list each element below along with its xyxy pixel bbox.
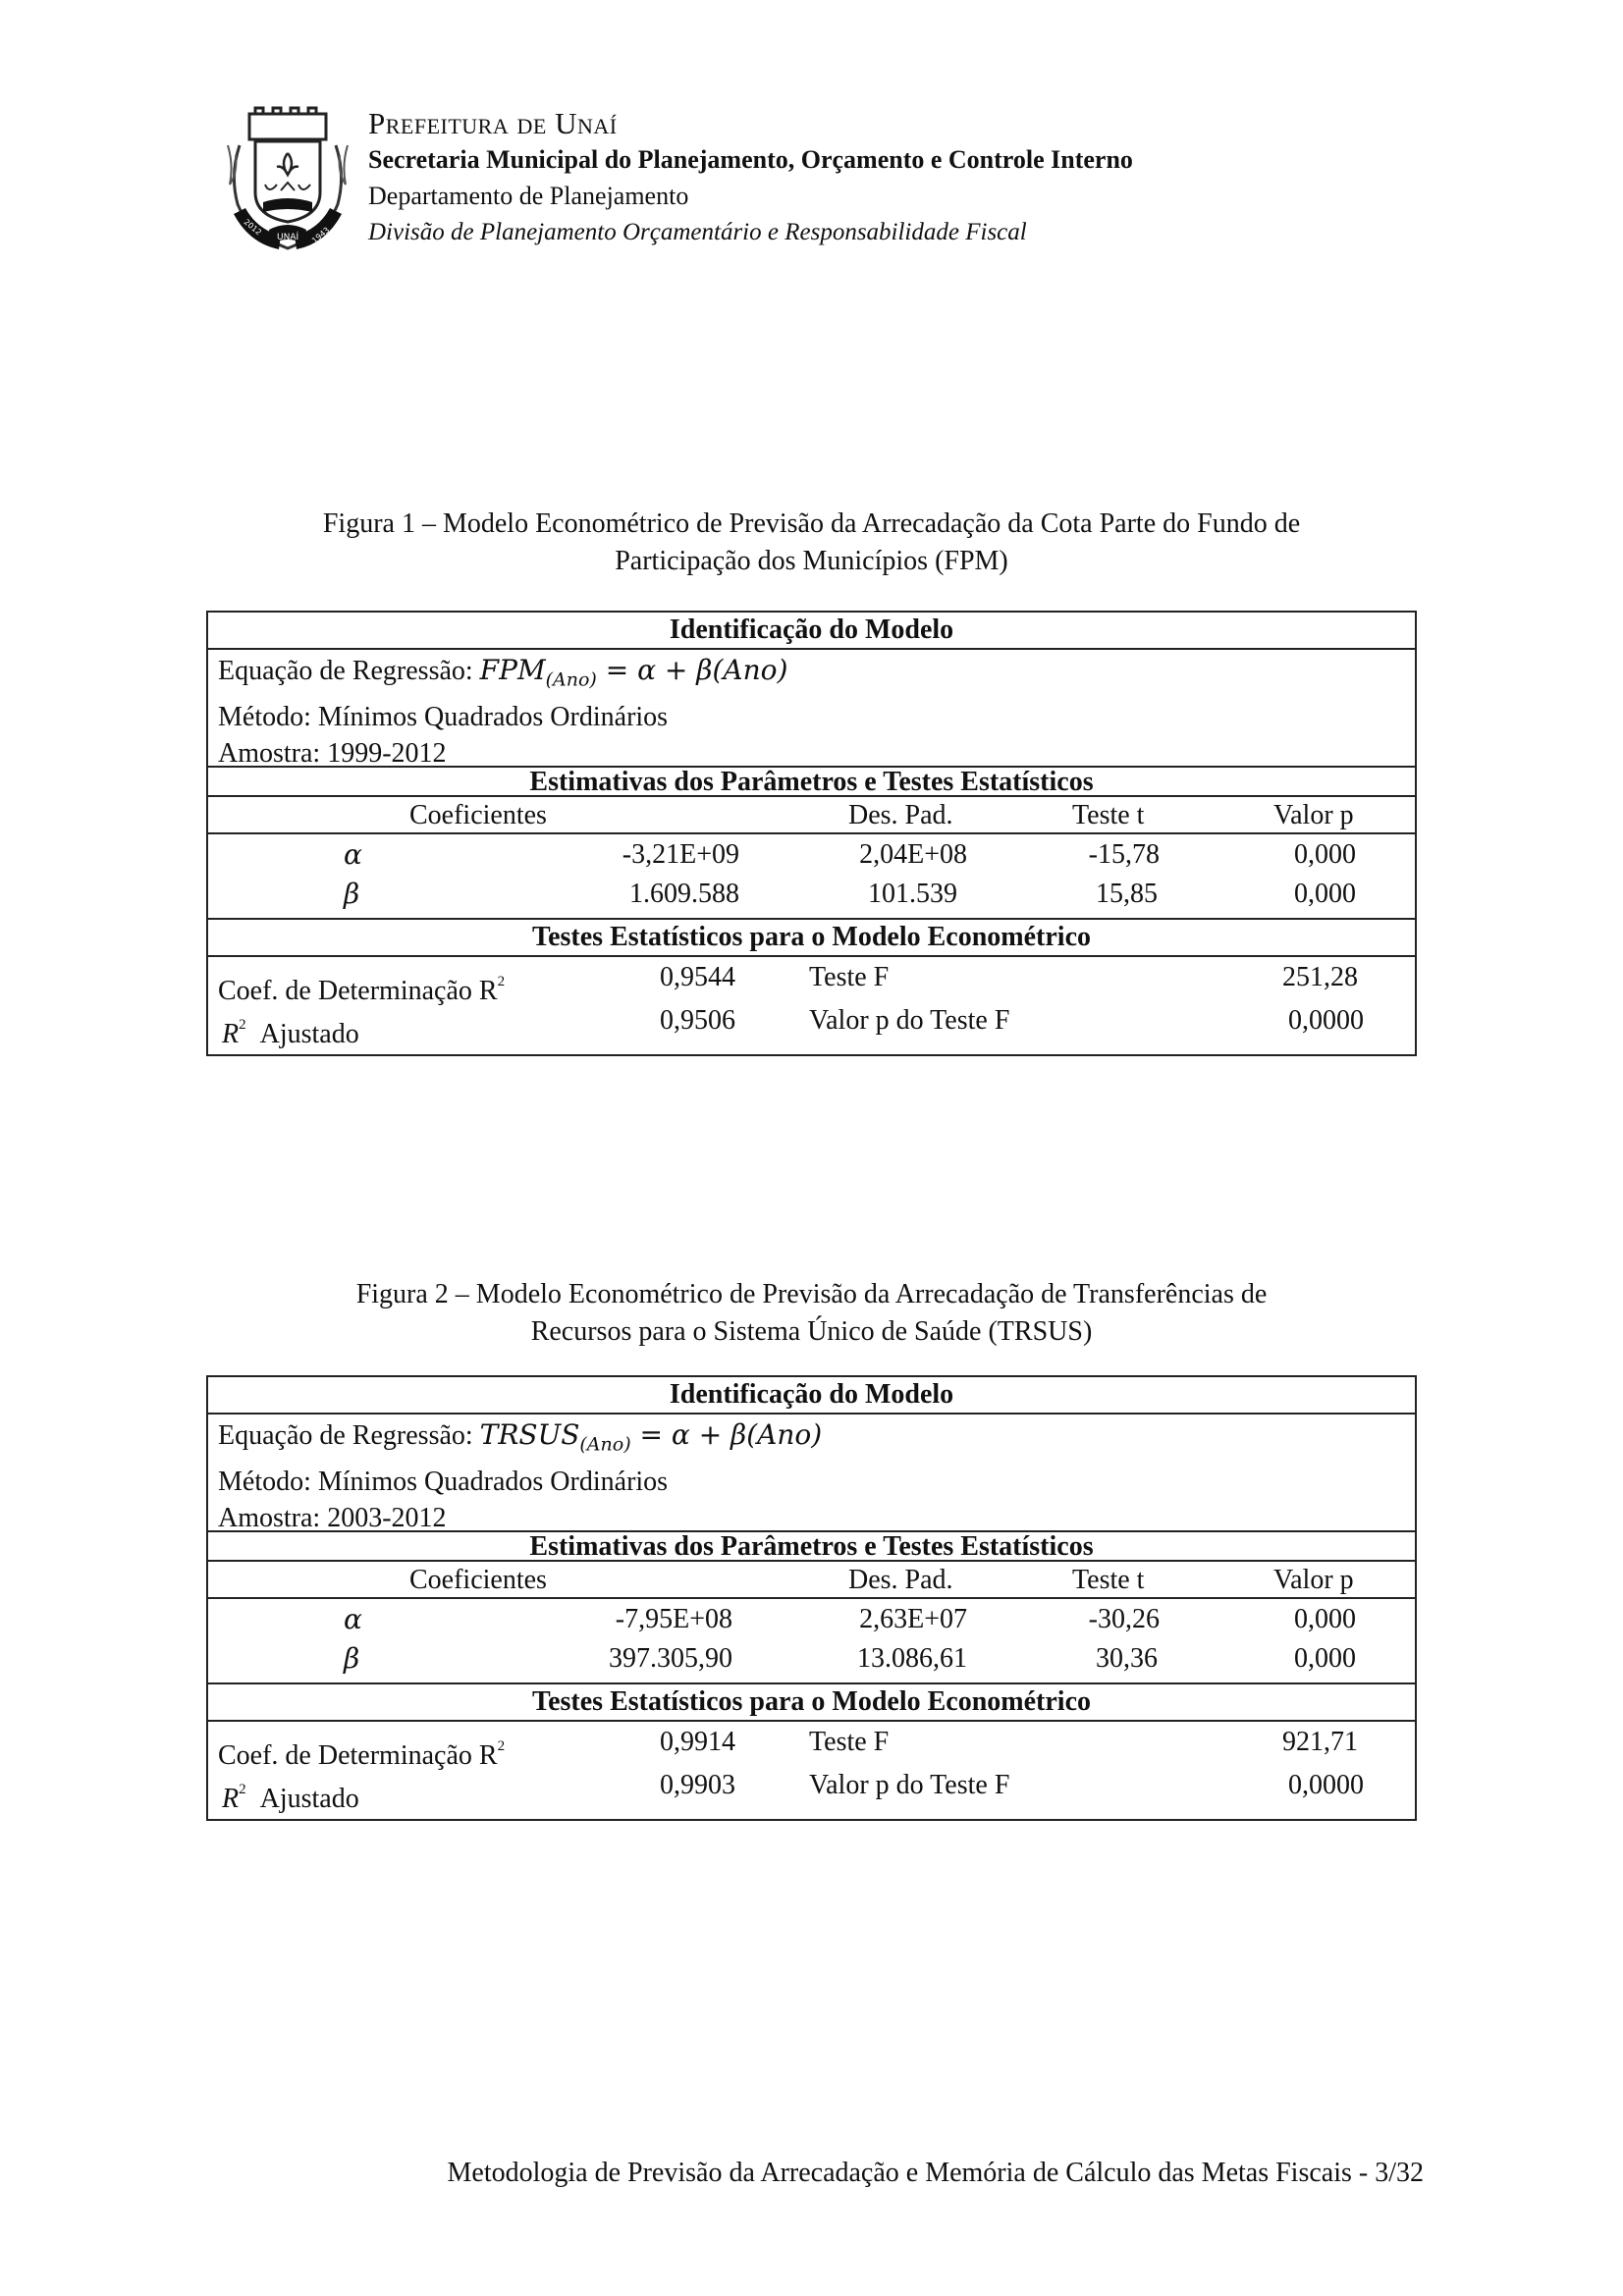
ident-title: Identificação do Modelo	[208, 1377, 1415, 1415]
equation-formula	[479, 1418, 823, 1456]
caption-line-1: Figura 2 – Modelo Econométrico de Previsão da Arrecadação de Transferências de	[355, 1279, 1268, 1309]
seal-year-right: 1943	[309, 225, 332, 245]
r2-superscript	[498, 1740, 506, 1771]
col-sd: Des. Pad.	[848, 1565, 953, 1595]
col-sd: Des. Pad.	[848, 800, 953, 830]
coefficients-rows	[208, 1599, 1415, 1684]
fp-label: Valor p do Teste F	[809, 1005, 1010, 1036]
equation-var: FPM	[479, 654, 546, 686]
equation	[218, 652, 1415, 699]
method: Método: Mínimos Quadrados Ordinários	[218, 1466, 669, 1497]
equation-sub: (Ano)	[545, 668, 597, 691]
r2adj-value: 0,9506	[660, 1005, 735, 1036]
r2adj-label-text: Ajustado	[259, 1784, 359, 1814]
figure-1-table	[206, 611, 1417, 1056]
r-symbol	[222, 1784, 246, 1814]
beta-sd: 13.086,61	[857, 1643, 967, 1674]
col-p: Valor p	[1273, 1565, 1354, 1595]
equation-label: Equação de Regressão:	[218, 656, 480, 686]
col-coef: Coeficientes	[409, 800, 547, 830]
alpha-sd: 2,04E+08	[859, 839, 967, 870]
beta-t: 15,85	[1096, 879, 1158, 909]
r2-value: 0,9914	[660, 1727, 735, 1757]
page-footer: Metodologia de Previsão da Arrecadação e Memória de Cálculo das Metas Fiscais - 3/32	[447, 2158, 1424, 2188]
r2adj-value: 0,9903	[660, 1770, 735, 1800]
figure-2-table	[206, 1375, 1417, 1821]
equation-sub: (Ano)	[579, 1433, 631, 1456]
r2-value: 0,9544	[660, 962, 735, 992]
beta-t: 30,36	[1096, 1643, 1158, 1674]
tests-rows	[208, 1722, 1415, 1819]
estimates-title: Estimativas dos Parâmetros e Testes Estatísticos	[208, 1532, 1415, 1562]
header-division: Divisão de Planejamento Orçamentário e Responsabilidade Fiscal	[368, 219, 1027, 245]
col-t: Teste t	[1072, 1565, 1145, 1595]
beta-sd: 101.539	[868, 879, 957, 909]
beta-symbol: β	[344, 878, 360, 910]
equation-formula	[479, 654, 788, 691]
caption-line-1: Figura 1 – Modelo Econométrico de Previsão da Arrecadação da Cota Parte do Fundo de	[322, 508, 1301, 539]
seal-name-text: UNAÍ	[277, 233, 299, 242]
col-p: Valor p	[1273, 800, 1354, 830]
alpha-t: -30,26	[1088, 1604, 1160, 1634]
beta-symbol: β	[344, 1642, 360, 1675]
fp-label: Valor p do Teste F	[809, 1770, 1010, 1800]
f-label: Teste F	[809, 962, 890, 992]
beta-p: 0,000	[1294, 1643, 1356, 1674]
estimates-title: Estimativas dos Parâmetros e Testes Estatísticos	[208, 768, 1415, 797]
sup-2: 2	[239, 1782, 246, 1797]
r2-label	[218, 1728, 505, 1775]
r2adj-label-text: Ajustado	[259, 1019, 359, 1049]
tests-title: Testes Estatísticos para o Modelo Econométrico	[208, 1684, 1415, 1722]
sample: Amostra: 1999-2012	[218, 737, 447, 769]
tests-rows	[208, 957, 1415, 1054]
r2adj-label	[222, 1006, 359, 1053]
column-header-row	[208, 797, 1415, 834]
r2-label	[218, 963, 505, 1010]
f-value: 251,28	[1282, 962, 1358, 992]
r2-label-text: Coef. de Determinação R	[218, 976, 498, 1006]
alpha-sd: 2,63E+07	[859, 1604, 967, 1634]
tests-title: Testes Estatísticos para o Modelo Econométrico	[208, 920, 1415, 957]
alpha-p: 0,000	[1294, 1604, 1356, 1634]
sup-2: 2	[239, 1017, 246, 1033]
equation-rhs: = α + β(Ano)	[596, 654, 788, 686]
f-label: Teste F	[809, 1727, 890, 1757]
equation-var: TRSUS	[479, 1418, 580, 1451]
r2-superscript	[498, 976, 506, 1006]
beta-p: 0,000	[1294, 879, 1356, 909]
header-title: Prefeitura de Unaí	[368, 106, 618, 140]
alpha-t: -15,78	[1088, 839, 1160, 870]
equation	[218, 1416, 1415, 1464]
header-secretariat: Secretaria Municipal do Planejamento, Orçamento e Controle Interno	[368, 145, 1133, 174]
sample: Amostra: 2003-2012	[218, 1502, 447, 1533]
col-coef: Coeficientes	[409, 1565, 547, 1595]
col-t: Teste t	[1072, 800, 1145, 830]
method: Método: Mínimos Quadrados Ordinários	[218, 701, 669, 732]
seal-year-left: 2012	[242, 217, 263, 238]
ident-title: Identificação do Modelo	[208, 613, 1415, 650]
alpha-coef: -7,95E+08	[615, 1604, 732, 1634]
header-department: Departamento de Planejamento	[368, 182, 689, 210]
fp-value: 0,0000	[1288, 1005, 1364, 1036]
ident-body	[208, 1415, 1415, 1532]
coat-of-arms-icon	[220, 106, 355, 255]
r-letter: R	[222, 1784, 240, 1814]
beta-coef: 1.609.588	[629, 879, 739, 909]
sup-2: 2	[497, 974, 506, 989]
ident-body	[208, 650, 1415, 768]
equation-rhs: = α + β(Ano)	[630, 1418, 823, 1451]
alpha-symbol: α	[344, 1603, 362, 1635]
r-symbol	[222, 1019, 246, 1049]
r2adj-label	[222, 1771, 359, 1818]
caption-line-2: Participação dos Municípios (FPM)	[615, 546, 1008, 576]
caption-line-2: Recursos para o Sistema Único de Saúde (TRSUS)	[530, 1316, 1093, 1347]
alpha-p: 0,000	[1294, 839, 1356, 870]
alpha-symbol: α	[344, 838, 362, 871]
r2-label-text: Coef. de Determinação R	[218, 1740, 498, 1771]
beta-coef: 397.305,90	[609, 1643, 732, 1674]
equation-label: Equação de Regressão:	[218, 1420, 480, 1451]
r-letter: R	[222, 1019, 240, 1049]
figure-2-caption	[196, 1276, 1427, 1351]
municipal-seal	[220, 106, 355, 255]
coefficients-rows	[208, 834, 1415, 920]
fp-value: 0,0000	[1288, 1770, 1364, 1800]
f-value: 921,71	[1282, 1727, 1358, 1757]
figure-1-caption	[196, 506, 1427, 580]
column-header-row	[208, 1562, 1415, 1599]
alpha-coef: -3,21E+09	[622, 839, 739, 870]
sup-2: 2	[497, 1738, 506, 1754]
